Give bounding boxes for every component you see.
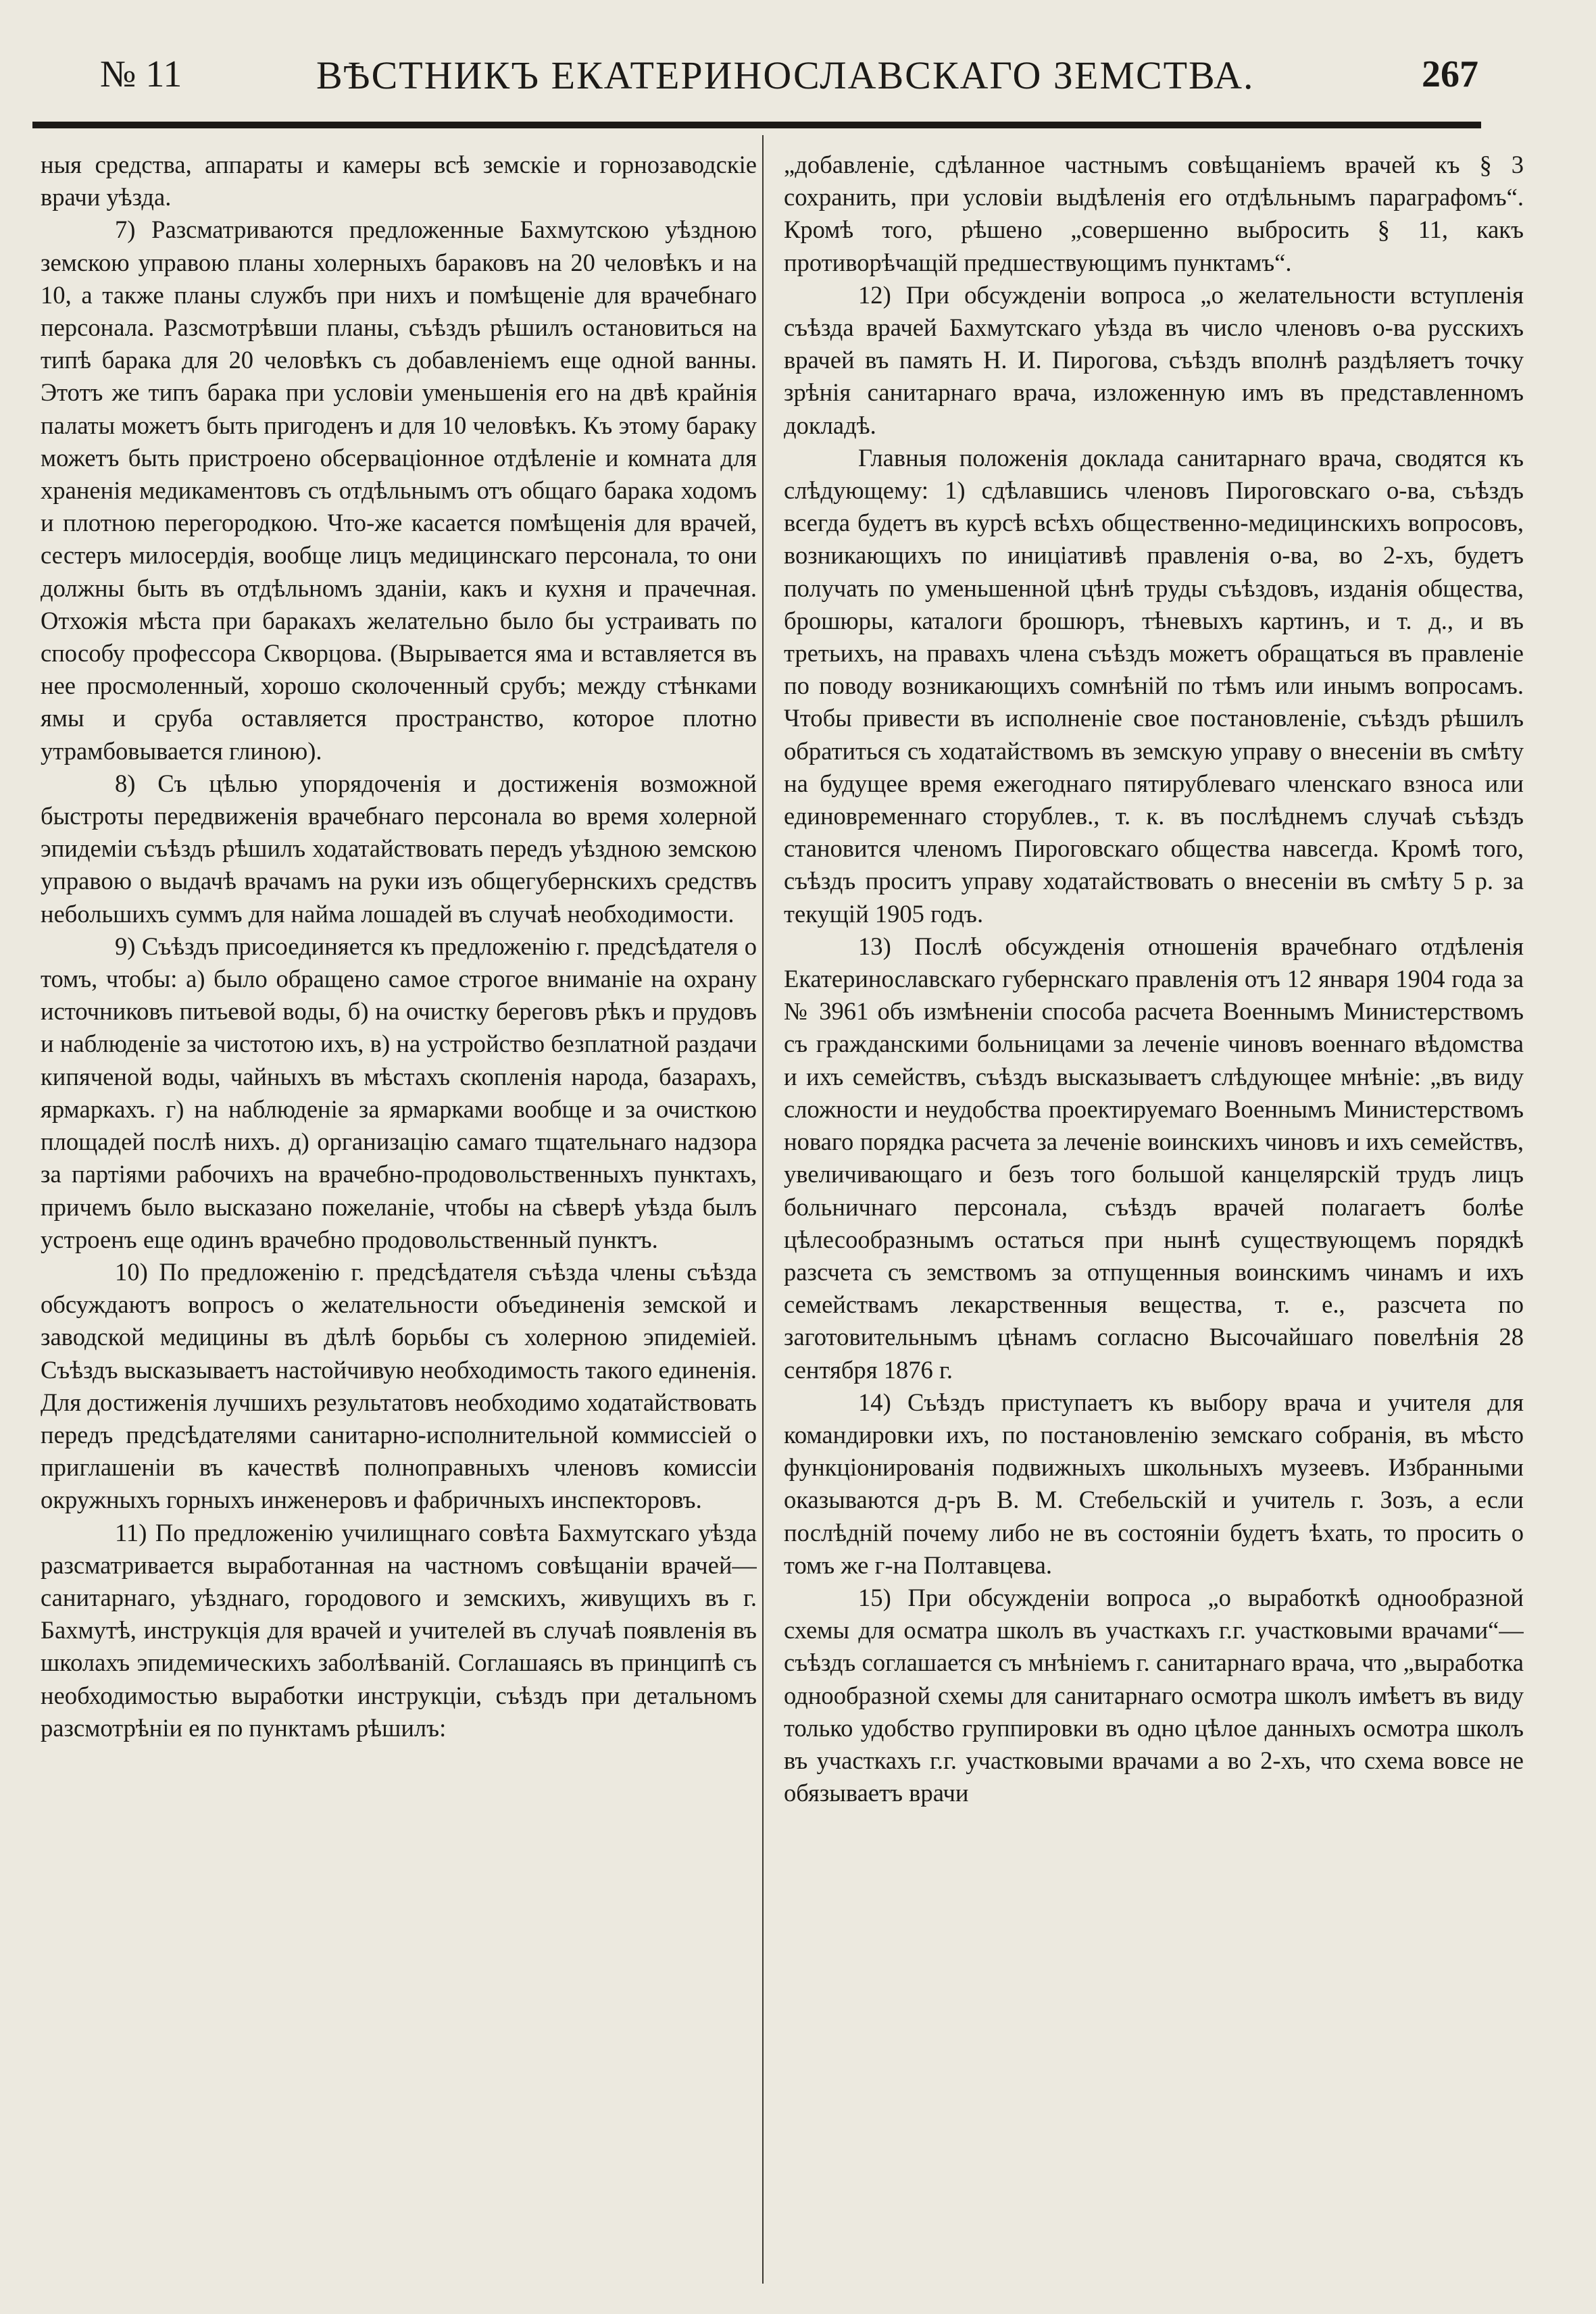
paragraph: ныя средства, аппараты и камеры всѣ земскіе и горнозаводскіе врачи уѣзда. (41, 151, 757, 211)
right-column (784, 149, 1524, 2297)
paragraph: 7) Разсматриваются предложенные Бахмутскою уѣздною земскою управою планы холерныхъ бараковъ на 20 человѣкъ и на 10, а также планы службъ при нихъ и помѣщеніе для врачебнаго персонала. Разсмотрѣвши планы, съѣздъ рѣшилъ остановиться на типѣ барака для 20 человѣкъ съ добавленіемъ еще одной ванны. Этотъ же типъ барака при условіи уменьшенія его на двѣ крайнія палаты можетъ быть пригоденъ и для 10 человѣкъ. Къ этому бараку можетъ быть пристроено обсерваціонное отдѣленіе и комната для храненія медикаментовъ съ отдѣльнымъ отъ общаго барака ходомъ и плотною перегородкою. Что-же касается помѣщенія для врачей, сестеръ милосердія, вообще лицъ медицинскаго персонала, то они должны быть въ отдѣльномъ зданіи, какъ и кухня и прачечная. Отхожія мѣста при баракахъ желательно было бы устраивать по способу профессора Скворцова. (Вырывается яма и вставляется въ нее просмоленный, хорошо сколоченный срубъ; между стѣнками ямы и сруба оставляется пространство, которое плотно утрамбовывается глиною). (41, 216, 757, 765)
paragraph: 13) Послѣ обсужденія отношенія врачебнаго отдѣленія Екатеринославскаго губернскаго правленія отъ 12 января 1904 года за № 3961 объ измѣненіи способа расчета Военнымъ Министерствомъ съ гражданскими больницами за леченіе чиновъ военнаго вѣдомства и ихъ семействъ, съѣздъ высказываетъ слѣдующее мнѣніе: „въ виду сложности и неудобства проектируемаго Военнымъ Министерствомъ новаго порядка расчета за леченіе воинскихъ чиновъ и ихъ семействъ, увеличивающаго и безъ того большой канцелярскій трудъ лицъ больничнаго персонала, съѣздъ врачей полагаетъ болѣе цѣлесообразнымъ остаться при нынѣ существующемъ порядкѣ разсчета съ земствомъ за отпущенныя воинскимъ чинамъ и ихъ семействамъ лекарственныя вещества, т. е., разсчета по заготовительнымъ цѣнамъ согласно Высочайшаго повелѣнія 28 сентября 1876 г. (784, 932, 1524, 1384)
paragraph: „добавленіе, сдѣланное частнымъ совѣщаніемъ врачей къ § 3 сохранить, при условіи выдѣленія его отдѣльнымъ параграфомъ“. Кромѣ того, рѣшено „совершенно выбросить § 11, какъ противорѣчащій предшествующимъ пунктамъ“. (784, 151, 1524, 276)
paragraph: 14) Съѣздъ приступаетъ къ выбору врача и учителя для командировки ихъ, по постановленію земскаго собранія, въ мѣсто функціонированія подвижныхъ школьныхъ музеевъ. Избранными оказываются д-ръ В. М. Стебельскій и учитель г. Зозъ, а если послѣдній почему либо не въ состояніи будетъ ѣхать, то просить о томъ же г-на Полтавцева. (784, 1388, 1524, 1579)
page-number: 267 (1422, 53, 1478, 95)
paragraph: 10) По предложенію г. предсѣдателя съѣзда члены съѣзда обсуждаютъ вопросъ о желательности объединенія земской и заводской медицины въ дѣлѣ борьбы съ холерною эпидеміей. Съѣздъ высказываетъ настойчивую необходимость такого единенія. Для достиженія лучшихъ результатовъ необходимо ходатайствовать передъ предсѣдателями санитарно-исполнительной коммиссіей о приглашеніи въ качествѣ полноправныхъ членовъ комиссіи окружныхъ горныхъ инженеровъ и фабричныхъ инспекторовъ. (41, 1257, 757, 1514)
paragraph: 8) Съ цѣлью упорядоченія и достиженія возможной быстроты передвиженія врачебнаго персонала во время холерной эпидеміи съѣздъ рѣшилъ ходатайствовать передъ уѣздною земскою управою о выдачѣ врачамъ на руки изъ общегубернскихъ средствъ небольшихъ суммъ для найма лошадей въ случаѣ необходимости. (41, 769, 757, 928)
header-rule (32, 122, 1481, 128)
paragraph: 11) По предложенію училищнаго совѣта Бахмутскаго уѣзда разсматривается выработанная на частномъ совѣщаніи врачей—санитарнаго, уѣзднаго, городового и земскихъ, живущихъ въ г. Бахмутѣ, инструкція для врачей и учителей въ случаѣ появленія въ школахъ эпидемическихъ заболѣваній. Соглашаясь въ принципѣ съ необходимостью выработки инструкціи, съѣздъ при детальномъ разсмотрѣніи ея по пунктамъ рѣшилъ: (41, 1518, 757, 1742)
paragraph: 15) При обсужденіи вопроса „о выработкѣ однообразной схемы для осматра школъ въ участкахъ г.г. участковыми врачами“—съѣздъ соглашается съ мнѣніемъ г. санитарнаго врача, что „выработка однообразной схемы для санитарнаго осмотра школъ имѣетъ въ виду только удобство группировки въ одно цѣлое данныхъ осмотра школъ въ участкахъ г.г. участковыми врачами а во 2-хъ, что схема вовсе не обязываетъ врачи (784, 1583, 1524, 1807)
journal-title: ВѢСТНИКЪ ЕКАТЕРИНОСЛАВСКАГО ЗЕМСТВА. (316, 53, 1255, 97)
column-divider (762, 135, 764, 2284)
page-header (32, 53, 1478, 114)
paragraph: 9) Съѣздъ присоединяется къ предложенію г. предсѣдателя о томъ, чтобы: а) было обращено самое строгое вниманіе на охрану источниковъ питьевой воды, б) на очистку береговъ рѣкъ и прудовъ и наблюденіе за чистотою ихъ, в) на устройство безплатной раздачи кипяченой воды, чайныхъ въ мѣстахъ скопленія народа, базарахъ, ярмаркахъ. г) на наблюденіе за ярмарками вообще и за очисткою площадей послѣ нихъ. д) организацію самаго тщательнаго надзора за партіями рабочихъ на врачебно-продовольственныхъ пунктахъ, причемъ было высказано пожеланіе, чтобы на сѣверѣ уѣзда былъ устроенъ еще одинъ врачебно продовольственный пунктъ. (41, 932, 757, 1253)
left-column (41, 149, 757, 2297)
issue-number: № 11 (100, 53, 182, 95)
paragraph: Главныя положенія доклада санитарнаго врача, сводятся къ слѣдующему: 1) сдѣлавшись членовъ Пироговскаго о-ва, съѣздъ всегда будетъ въ курсѣ всѣхъ общественно-медицинскихъ вопросовъ, возникающихъ по иниціативѣ правленія о-ва, во 2-хъ, будетъ получать по уменьшенной цѣнѣ труды съѣздовъ, изданія общества, брошюры, каталоги брошюръ, тѣневыхъ картинъ, и т. д., и въ третьихъ, на правахъ члена съѣздъ можетъ обращаться въ правленіе по поводу возникающихъ сомнѣній по тѣмъ или инымъ вопросамъ. Чтобы привести въ исполненіе свое постановленіе, съѣздъ рѣшилъ обратиться съ ходатайствомъ въ земскую управу о внесеніи въ смѣту на будущее время ежегоднаго пятирублеваго членскаго взноса или единовременнаго сторублев., т. к. въ послѣднемъ случаѣ съѣздъ становится членомъ Пироговскаго общества навсегда. Кромѣ того, съѣздъ проситъ управу ходатайствовать о внесеніи въ смѣту 5 р. за текущій 1905 годъ. (784, 443, 1524, 928)
paragraph: 12) При обсужденіи вопроса „о желательности вступленія съѣзда врачей Бахмутскаго уѣзда въ число членовъ о-ва русскихъ врачей въ память Н. И. Пирогова, съѣздъ вполнѣ раздѣляетъ точку зрѣнія санитарнаго врача, изложенную имъ въ представленномъ докладѣ. (784, 280, 1524, 439)
